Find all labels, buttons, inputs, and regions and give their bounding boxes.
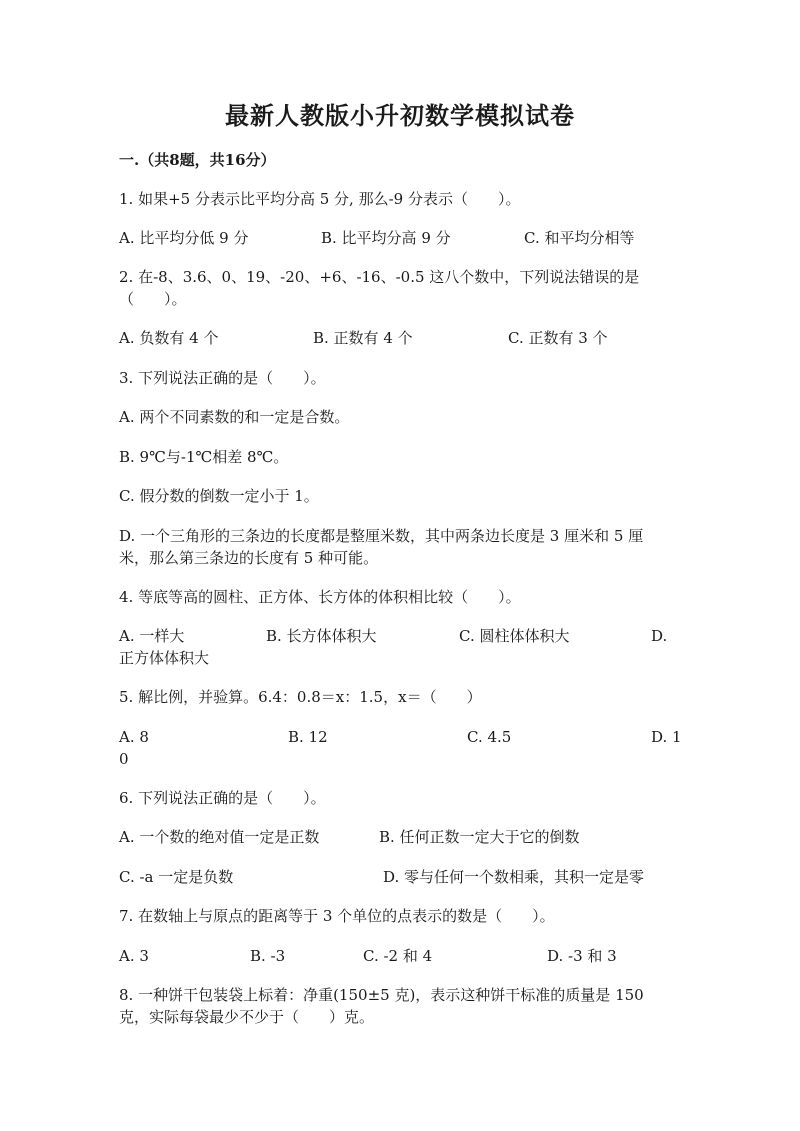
question-7-option-d: D. -3 和 3 [547,947,617,965]
question-1-option-b: B. 比平均分高 9 分 [321,229,451,247]
question-4-option-d-label: D. [651,627,668,645]
question-1-stem: 1. 如果+5 分表示比平均分高 5 分, 那么-9 分表示（ ）。 [119,190,521,208]
question-3-stem: 3. 下列说法正确的是（ ）。 [119,369,326,387]
question-7-option-c: C. -2 和 4 [363,947,433,965]
question-6-option-b: B. 任何正数一定大于它的倒数 [379,828,580,846]
question-5-option-d-line-2: 0 [119,750,129,768]
question-5-option-c: C. 4.5 [467,728,512,746]
question-2-stem-line-2: （ ）。 [119,290,187,308]
question-4-option-c: C. 圆柱体体积大 [459,627,570,645]
question-3-option-d-line-1: D. 一个三角形的三条边的长度都是整厘米数，其中两条边长度是 3 厘米和 5 厘 [119,527,644,545]
question-7-option-b: B. -3 [250,947,286,965]
question-5-option-d-line-1: D. 1 [651,728,682,746]
question-8-stem-line-2: 克，实际每袋最少不少于（ ）克。 [119,1008,375,1026]
question-1-option-c: C. 和平均分相等 [524,229,635,247]
question-6-stem: 6. 下列说法正确的是（ ）。 [119,789,326,807]
question-6-option-d: D. 零与任何一个数相乘，其积一定是零 [383,868,645,886]
question-2-option-a: A. 负数有 4 个 [119,329,219,347]
question-3-option-a: A. 两个不同素数的和一定是合数。 [119,408,350,426]
question-3-option-d-line-2: 米，那么第三条边的长度有 5 种可能。 [119,549,379,567]
question-2-option-b: B. 正数有 4 个 [313,329,413,347]
question-8-stem-line-1: 8. 一种饼干包装袋上标着：净重(150±5 克)，表示这种饼干标准的质量是 150 [119,986,644,1004]
page-title: 最新人教版小升初数学模拟试卷 [225,101,575,130]
question-7-option-a: A. 3 [119,947,149,965]
question-2-option-c: C. 正数有 3 个 [508,329,608,347]
section-heading: 一.（共8题，共16分） [119,151,276,169]
question-2-stem-line-1: 2. 在-8、3.6、0、19、-20、+6、-16、-0.5 这八个数中，下列说法错误的是 [119,268,640,286]
question-1-option-a: A. 比平均分低 9 分 [119,229,249,247]
question-3-option-c: C. 假分数的倒数一定小于 1。 [119,487,319,505]
question-4-stem: 4. 等底等高的圆柱、正方体、长方体的体积相比较（ ）。 [119,588,521,606]
question-3-option-b: B. 9℃与-1℃相差 8℃。 [119,448,289,466]
question-4-option-b: B. 长方体体积大 [266,627,377,645]
question-4-option-d-text: 正方体体积大 [119,649,210,667]
question-5-option-a: A. 8 [119,728,149,746]
question-6-option-a: A. 一个数的绝对值一定是正数 [119,828,320,846]
question-5-stem: 5. 解比例，并验算。6.4：0.8＝x：1.5，x＝（ ） [119,688,482,706]
question-4-option-a: A. 一样大 [119,627,185,645]
question-5-option-b: B. 12 [288,728,328,746]
question-6-option-c: C. -a 一定是负数 [119,868,234,886]
question-7-stem: 7. 在数轴上与原点的距离等于 3 个单位的点表示的数是（ ）。 [119,907,555,925]
